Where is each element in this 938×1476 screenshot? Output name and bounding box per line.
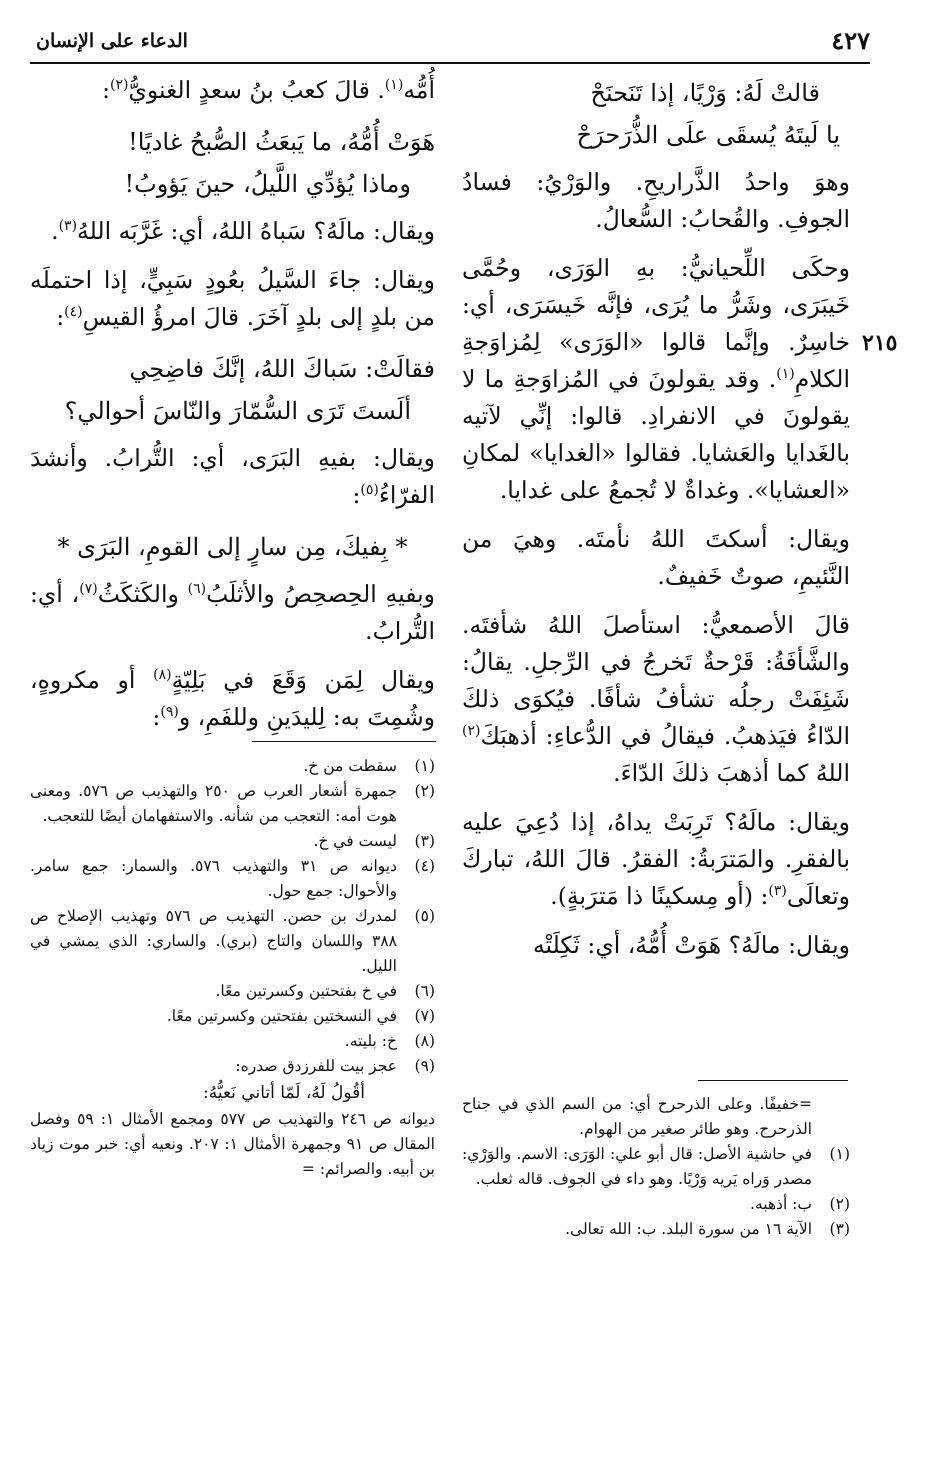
footnote: (٨) خ: بليته.: [344, 1032, 435, 1050]
footnote: (٢) ب: أذهبه.: [749, 1195, 850, 1213]
footnote-ref: (٢): [462, 723, 481, 740]
paragraph: ويقال: بفيهِ البَرَى، أي: التُّرابُ. وأنشدَ الفرّاءُ$^{(٥)}$:: [30, 444, 435, 509]
footnote: (١) سقطت من خ.: [303, 757, 435, 775]
paragraph: وحكَى اللِّحيانيُّ: بهِ الوَرَى، وحُمَّى خَيبَرَى، وشَرُّ ما يُرَى، فإنَّه خَيسَرَى، أي: خاسِرٌ. وإنَّما قالوا «الوَرَى» لِمُزاوَجةِ الكلامِ$^{(١)}$. وقد يقولونَ في المُزاوَجةِ ما لا يقولونَ في الانفرادِ. قالوا: إنِّي لآتيه بالغَدايا والعَشايا. فقالوا «الغدايا» لمكانِ «العشايا». وغداةٌ لا تُجمعُ على غدايا.: [462, 254, 850, 504]
footnote-rule: [252, 741, 436, 742]
footnote-ref: (١): [776, 366, 795, 383]
footnote: (٦) في خ بفتحتين وكسرتين معًا.: [215, 982, 435, 1000]
footnote: (٥) لمدرك بن حصن. التهذيب ص ٥٧٦ وتهذيب الإصلاح ص ٣٨٨ واللسان والتاج (بري). والساري: الذي يمشي في الليل.: [30, 907, 435, 975]
footnote-ref: (١): [384, 77, 404, 94]
verse-line: قالتْ لَهُ: وَرْيًا، إذا تَنَحنَحْ: [590, 79, 820, 107]
footnote-ref: (٩): [160, 704, 179, 721]
footnote-ref: (٤): [64, 304, 83, 321]
footnote: (٧) في النسختين بفتحتين وكسرتين معًا.: [166, 1007, 435, 1025]
paragraph: وبفيهِ الحِصحِصُ والأثلَبُ$^{(٦)}$ والكَثكَثُ$^{(٧)}$، أي: التُّرابُ.: [30, 580, 436, 645]
left-footnotes: [30, 754, 435, 1182]
footnote: (٣) الآية ١٦ من سورة البلد. ب: الله تعالى.: [565, 1220, 850, 1238]
page-header: [30, 26, 870, 60]
footnote-continuation: ديوانه ص ٢٤٦ والتهذيب ص ٥٧٧ ومجمع الأمثال ١: ٥٩ وفصل المقال ص ٩١ وجمهرة الأمثال ١: ٢٠٧. ونعيه أي: خبر موت زياد بن أبيه. والصرائم: =: [30, 1110, 435, 1178]
paragraph: أُمُّه$^{(١)}$. قالَ كعبُ بنُ سعدٍ الغنويُّ$^{(٢)}$:: [102, 76, 435, 104]
footnote: (١) في حاشية الأصل: قال أبو علي: الوَرَى: الاسم. والوَرْي: مصدر وَراه يَريه وَرْيًا. وهو داء في الجوف. قاله ثعلب.: [462, 1145, 850, 1188]
footnote-ref: (٨): [153, 667, 172, 684]
footnote-ref: (٣): [768, 883, 787, 900]
left-column: [30, 72, 435, 748]
footnote: (٤) ديوانه ص ٣١ والتهذيب ٥٧٦. والسمار: جمع سامر. والأحوال: جمع حول.: [30, 857, 435, 900]
footnote-ref: (٢): [110, 77, 129, 94]
margin-number: ٢١٥: [862, 330, 898, 356]
verse-line: فقالَتْ: سَباكَ اللهُ، إنَّكَ فاضِحِي: [129, 355, 435, 383]
running-title: الدعاء على الإنسان: [36, 30, 188, 52]
footnote-ref: (٧): [79, 581, 98, 598]
footnote-ref: (٣): [58, 218, 78, 235]
verse-line: يا لَيتَهُ يُسقَى علَى الذُّرَحرَحْ: [576, 121, 840, 149]
verse-line: وماذا يُؤدِّي اللَّيلُ، حينَ يَؤوبُ!: [124, 170, 411, 198]
paragraph: قالَ الأصمعيُّ: استأصلَ اللهُ شأفتَه. والشَّأفَةُ: قَرْحةٌ تَخرجُ في الرِّجلِ. يقالُ: شَئِفَتْ رجلُه تشأفُ شأفًا. فيُكوَى ذلكَ الدّاءُ فيَذهبُ. فيقالُ في الدُّعاءِ: أذهبَكَ$^{(٢)}$ اللهُ كما أذهبَ ذلكَ الدّاءَ.: [462, 611, 850, 787]
paragraph: ويقال: أسكتَ اللهُ نأمتَه. وهيَ من النَّئيمِ، صوتٌ خَفيفٌ.: [462, 525, 850, 590]
footnote-ref: (٦): [187, 581, 207, 598]
paragraph: ويقال: مالَهُ؟ سَباهُ اللهُ، أي: غَرَّبَه اللهُ$^{(٣)}$.: [51, 217, 435, 245]
paragraph: ويقال: مالَهُ؟ هَوَتْ أُمُّهُ، أي: ثَكِلَتْه: [532, 931, 850, 959]
footnote-ref: (٥): [360, 482, 379, 499]
footnote: (٩) عجز بيت للفرزدق صدره:: [235, 1057, 435, 1075]
verse-line: ألَستَ تَرَى السُّمّارَ والنّاسَ أحوالي؟: [64, 397, 411, 425]
footnote-continuation: =خفيفًا. وعلى الذرحرح أي: من السم الذي في جناح الذرحرح. وهو طائر صغير من الهوام.: [462, 1095, 812, 1138]
header-rule: [30, 62, 870, 64]
footnote-rule: [698, 1080, 848, 1081]
right-column: [462, 72, 850, 976]
verse-block: [30, 121, 435, 205]
paragraph: وهوَ واحدُ الذَّراريحِ. والوَرْيُ: فسادُ الجوفِ. والقُحابُ: السُّعالُ.: [462, 168, 850, 233]
verse-block: [462, 72, 850, 156]
verse-block: [30, 348, 435, 432]
verse-line: هَوَتْ أُمُّهُ، ما يَبعَثُ الصُّبحُ غاديًا!: [128, 128, 435, 156]
paragraph: ويقال: مالَهُ؟ تَرِبَتْ يداهُ، إذا دُعِيَ عليه بالفقرِ. والمَترَبةُ: الفقرُ. قالَ اللهُ، تباركَ وتعالَى$^{(٣)}$: (أو مِسكينًا ذا مَترَبةٍ).: [462, 808, 850, 910]
paragraph: ويقال: جاءَ السَّيلُ بعُودٍ سَبِيٍّ، إذا احتملَه من بلدٍ إلى بلدٍ آخَرَ. قالَ امرؤُ القيسِ$^{(٤)}$:: [30, 266, 435, 331]
page-number: ٤٢٧: [831, 26, 870, 55]
verse-line: * بِفيكَ، مِن سارٍ إلى القومِ، البَرَى *: [57, 533, 408, 561]
footnote: (٣) ليست في خ.: [313, 832, 435, 850]
paragraph: ويقال لِمَن وَقَعَ في بَلِيّةٍ$^{(٨)}$ أو مكروهٍ، وشُمِتَ به: لِليدَينِ وللفَمِ، و$^{(٩)}$:: [30, 666, 435, 731]
verse-block: [30, 526, 435, 568]
footnote: (٢) جمهرة أشعار العرب ص ٢٥٠ والتهذيب ص ٥٧٦. ومعنى هوت أمه: التعجب من شأنه. والاستفهامان أيضًا للتعجب.: [30, 782, 435, 825]
footnote-verse: أقُولُ لَهُ، لَمّا أتاني نَعيُّهُ:: [202, 1083, 365, 1103]
right-footnotes: [462, 1092, 850, 1242]
